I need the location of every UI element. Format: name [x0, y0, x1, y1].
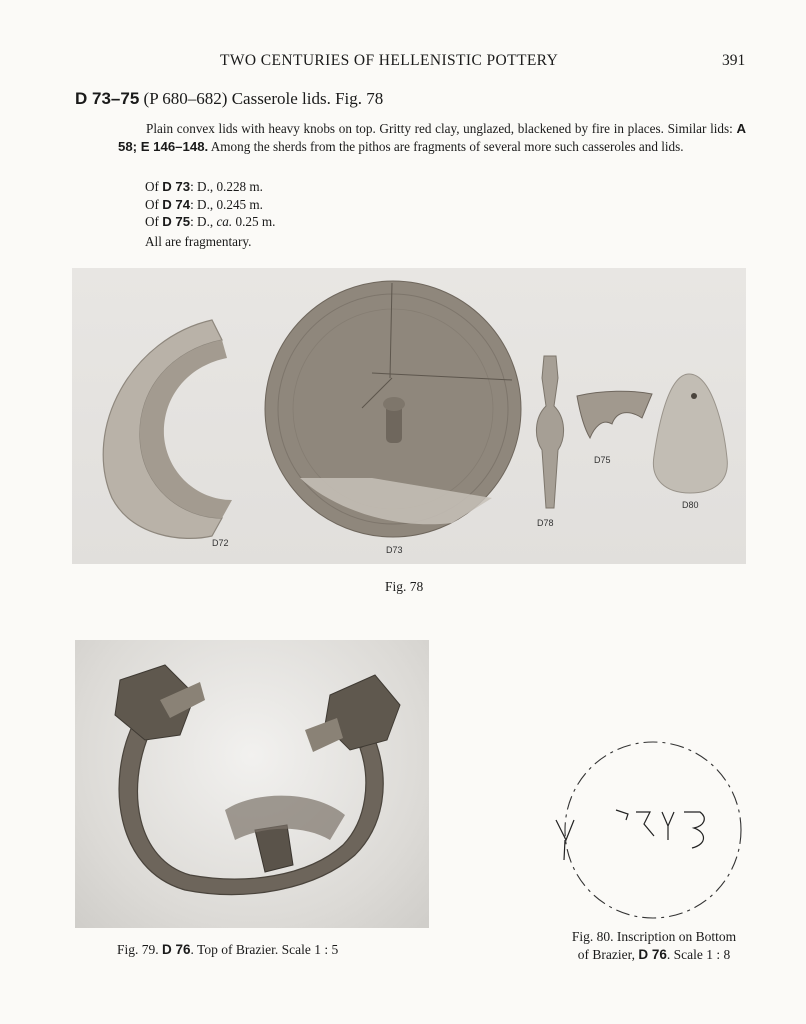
label-d78: D78: [537, 518, 554, 528]
brazier-illustration: [75, 640, 429, 928]
measurement-line: [145, 178, 275, 196]
inscription-outline: [565, 742, 741, 918]
description-part1: Plain convex lids with heavy knobs on top. Gritty red clay, unglazed, blackened by fire in places. Similar lids:: [146, 121, 737, 136]
running-head: [0, 52, 806, 72]
figure-78-illustration: [72, 268, 746, 564]
inscription-illustration: [548, 732, 750, 922]
measurement-value: : D.,: [190, 214, 217, 229]
measurement-prefix: Of: [145, 196, 159, 212]
measurement-value: : D., 0.245 m.: [190, 196, 263, 212]
figure-78-caption: Fig. 78: [385, 579, 424, 594]
inscription-letters: [556, 810, 704, 860]
description-part2: Among the sherds from the pithos are fragments of several more such casseroles and lids.: [208, 139, 684, 154]
d78-vessel: [536, 356, 563, 508]
description-ref1: A 58; E 146–148.: [118, 121, 746, 154]
label-d80: D80: [682, 500, 699, 510]
brazier-handle-bottom: [255, 825, 293, 872]
measurement-prefix: Of: [145, 179, 159, 194]
page-number: 391: [722, 52, 746, 69]
figure-reference: Fig. 78: [335, 89, 384, 108]
figure-79-id: D 76: [162, 942, 191, 957]
figure-80-caption-line1: Fig. 80. Inscription on Bottom: [571, 929, 737, 944]
figure-80-scale: . Scale 1 : 8: [666, 947, 731, 962]
catalog-ids: D 73–75: [75, 89, 140, 108]
measurement-line: [145, 213, 275, 231]
d75-fragment: [577, 391, 652, 438]
figure-79-photo: [75, 640, 429, 928]
measurement-approx: ca.: [216, 214, 233, 229]
figure-80-text: of Brazier,: [577, 947, 639, 962]
measurement-value: : D., 0.228 m.: [190, 179, 263, 194]
entry-heading: [75, 89, 383, 109]
figure-78-photo: [72, 268, 746, 564]
figure-79-caption: [117, 942, 338, 958]
figure-80-drawing: [548, 732, 750, 922]
label-d75: D75: [594, 455, 611, 465]
measurement-prefix: Of: [145, 214, 159, 229]
figure-80-caption-line2: [556, 946, 752, 964]
figure-79-text: . Top of Brazier. Scale 1 : 5: [190, 942, 339, 957]
description-paragraph: [118, 120, 746, 156]
measurement-list: [145, 178, 275, 250]
label-d73: D73: [386, 545, 403, 555]
measurement-value: 0.25 m.: [232, 214, 276, 229]
figure-80-id: D 76: [638, 947, 667, 962]
d80-loomweight: [653, 374, 727, 493]
entry-title: Casserole lids.: [231, 89, 331, 108]
inventory-numbers: (P 680–682): [143, 89, 228, 108]
running-title: TWO CENTURIES OF HELLENISTIC POTTERY: [220, 52, 559, 69]
measurement-id: D 75: [162, 214, 191, 229]
measurement-id: D 74: [162, 196, 191, 212]
figure-80-caption: [556, 928, 752, 964]
figure-79-number: Fig. 79.: [117, 942, 159, 957]
fragmentary-note: All are fragmentary.: [145, 233, 252, 249]
label-d72: D72: [212, 538, 229, 548]
measurement-line: [145, 196, 275, 214]
measurement-id: D 73: [162, 179, 191, 194]
